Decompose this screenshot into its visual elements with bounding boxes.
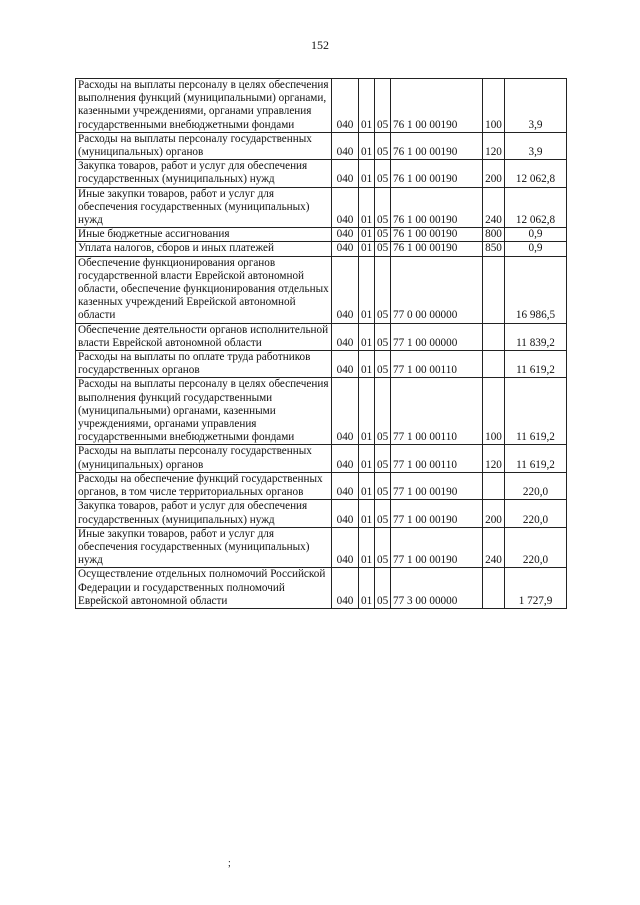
amount: 0,9 (505, 242, 567, 256)
row-name: Расходы на выплаты по оплате труда работников государственных органов (76, 351, 332, 378)
section-code: 01 (359, 323, 375, 350)
amount: 220,0 (505, 527, 567, 568)
section-code: 01 (359, 527, 375, 568)
section-code: 01 (359, 160, 375, 187)
table-row (76, 323, 567, 350)
row-name: Расходы на выплаты персоналу государственных (муниципальных) органов (76, 132, 332, 159)
ved-code: 040 (332, 445, 359, 472)
expense-type-code: 200 (483, 500, 505, 527)
target-article-code: 77 1 00 00110 (391, 351, 483, 378)
amount: 11 839,2 (505, 323, 567, 350)
expense-type-code (483, 472, 505, 499)
expense-type-code: 240 (483, 527, 505, 568)
table-row (76, 79, 567, 133)
table-row (76, 242, 567, 256)
row-name: Обеспечение функционирования органов государственной власти Еврейской автономной области, обеспечение функционирования отдельных казенных учреждений Еврейской автономной области (76, 256, 332, 323)
section-code: 01 (359, 472, 375, 499)
ved-code: 040 (332, 378, 359, 445)
page-number: 152 (311, 38, 329, 52)
subsection-code: 05 (375, 568, 391, 609)
ved-code: 040 (332, 472, 359, 499)
row-name: Закупка товаров, работ и услуг для обеспечения государственных (муниципальных) нужд (76, 160, 332, 187)
amount: 11 619,2 (505, 378, 567, 445)
table-row (76, 500, 567, 527)
target-article-code: 76 1 00 00190 (391, 228, 483, 242)
section-code: 01 (359, 378, 375, 445)
table-row (76, 472, 567, 499)
target-article-code: 76 1 00 00190 (391, 79, 483, 133)
ved-code: 040 (332, 500, 359, 527)
ved-code: 040 (332, 323, 359, 350)
expense-type-code: 120 (483, 132, 505, 159)
row-name: Иные закупки товаров, работ и услуг для обеспечения государственных (муниципальных) нужд (76, 187, 332, 228)
expense-type-code: 850 (483, 242, 505, 256)
table-row (76, 445, 567, 472)
section-code: 01 (359, 500, 375, 527)
table-row (76, 187, 567, 228)
target-article-code: 77 1 00 00000 (391, 323, 483, 350)
table-row (76, 132, 567, 159)
section-code: 01 (359, 228, 375, 242)
target-article-code: 77 1 00 00190 (391, 527, 483, 568)
subsection-code: 05 (375, 500, 391, 527)
row-name: Иные бюджетные ассигнования (76, 228, 332, 242)
row-name: Расходы на обеспечение функций государственных органов, в том числе территориальных органов (76, 472, 332, 499)
expense-type-code (483, 568, 505, 609)
row-name: Закупка товаров, работ и услуг для обеспечения государственных (муниципальных) нужд (76, 500, 332, 527)
expense-type-code (483, 323, 505, 350)
amount: 3,9 (505, 79, 567, 133)
ved-code: 040 (332, 256, 359, 323)
table-row (76, 160, 567, 187)
subsection-code: 05 (375, 351, 391, 378)
target-article-code: 76 1 00 00190 (391, 160, 483, 187)
section-code: 01 (359, 132, 375, 159)
row-name: Обеспечение деятельности органов исполнительной власти Еврейской автономной области (76, 323, 332, 350)
table-row (76, 351, 567, 378)
row-name: Уплата налогов, сборов и иных платежей (76, 242, 332, 256)
expense-type-code: 100 (483, 378, 505, 445)
target-article-code: 77 1 00 00110 (391, 445, 483, 472)
ved-code: 040 (332, 351, 359, 378)
section-code: 01 (359, 187, 375, 228)
amount: 0,9 (505, 228, 567, 242)
target-article-code: 77 1 00 00110 (391, 378, 483, 445)
ved-code: 040 (332, 228, 359, 242)
table-row (76, 527, 567, 568)
expense-type-code: 100 (483, 79, 505, 133)
amount: 11 619,2 (505, 445, 567, 472)
row-name: Расходы на выплаты персоналу в целях обеспечения выполнения функций (муниципальными) органами, казенными учреждениями, органами управления государственными внебюджетными фондами (76, 79, 332, 133)
target-article-code: 76 1 00 00190 (391, 187, 483, 228)
subsection-code: 05 (375, 472, 391, 499)
section-code: 01 (359, 351, 375, 378)
table-row (76, 256, 567, 323)
expense-type-code (483, 351, 505, 378)
section-code: 01 (359, 568, 375, 609)
target-article-code: 77 1 00 00190 (391, 500, 483, 527)
target-article-code: 77 1 00 00190 (391, 472, 483, 499)
target-article-code: 76 1 00 00190 (391, 132, 483, 159)
table-row (76, 568, 567, 609)
amount: 220,0 (505, 472, 567, 499)
subsection-code: 05 (375, 378, 391, 445)
ved-code: 040 (332, 160, 359, 187)
expense-type-code: 120 (483, 445, 505, 472)
amount: 1 727,9 (505, 568, 567, 609)
subsection-code: 05 (375, 527, 391, 568)
table-row (76, 228, 567, 242)
expense-type-code (483, 256, 505, 323)
footer-mark: ; (228, 858, 231, 869)
target-article-code: 77 3 00 00000 (391, 568, 483, 609)
subsection-code: 05 (375, 187, 391, 228)
target-article-code: 77 0 00 00000 (391, 256, 483, 323)
subsection-code: 05 (375, 445, 391, 472)
ved-code: 040 (332, 527, 359, 568)
row-name: Расходы на выплаты персоналу государственных (муниципальных) органов (76, 445, 332, 472)
amount: 12 062,8 (505, 160, 567, 187)
subsection-code: 05 (375, 132, 391, 159)
expense-type-code: 240 (483, 187, 505, 228)
amount: 16 986,5 (505, 256, 567, 323)
ved-code: 040 (332, 132, 359, 159)
subsection-code: 05 (375, 256, 391, 323)
subsection-code: 05 (375, 160, 391, 187)
amount: 12 062,8 (505, 187, 567, 228)
section-code: 01 (359, 79, 375, 133)
ved-code: 040 (332, 79, 359, 133)
section-code: 01 (359, 242, 375, 256)
amount: 3,9 (505, 132, 567, 159)
row-name: Осуществление отдельных полномочий Российской Федерации и государственных полномочий Еврейской автономной области (76, 568, 332, 609)
ved-code: 040 (332, 568, 359, 609)
target-article-code: 76 1 00 00190 (391, 242, 483, 256)
row-name: Иные закупки товаров, работ и услуг для обеспечения государственных (муниципальных) нужд (76, 527, 332, 568)
subsection-code: 05 (375, 228, 391, 242)
subsection-code: 05 (375, 323, 391, 350)
ved-code: 040 (332, 187, 359, 228)
subsection-code: 05 (375, 242, 391, 256)
subsection-code: 05 (375, 79, 391, 133)
expense-type-code: 200 (483, 160, 505, 187)
ved-code: 040 (332, 242, 359, 256)
amount: 220,0 (505, 500, 567, 527)
budget-table (75, 78, 567, 609)
table-row (76, 378, 567, 445)
expense-type-code: 800 (483, 228, 505, 242)
section-code: 01 (359, 445, 375, 472)
section-code: 01 (359, 256, 375, 323)
row-name: Расходы на выплаты персоналу в целях обеспечения выполнения функций государственными (муниципальными) органами, казенными учреждениями, органами управления государственными внебюджетными фондами (76, 378, 332, 445)
amount: 11 619,2 (505, 351, 567, 378)
